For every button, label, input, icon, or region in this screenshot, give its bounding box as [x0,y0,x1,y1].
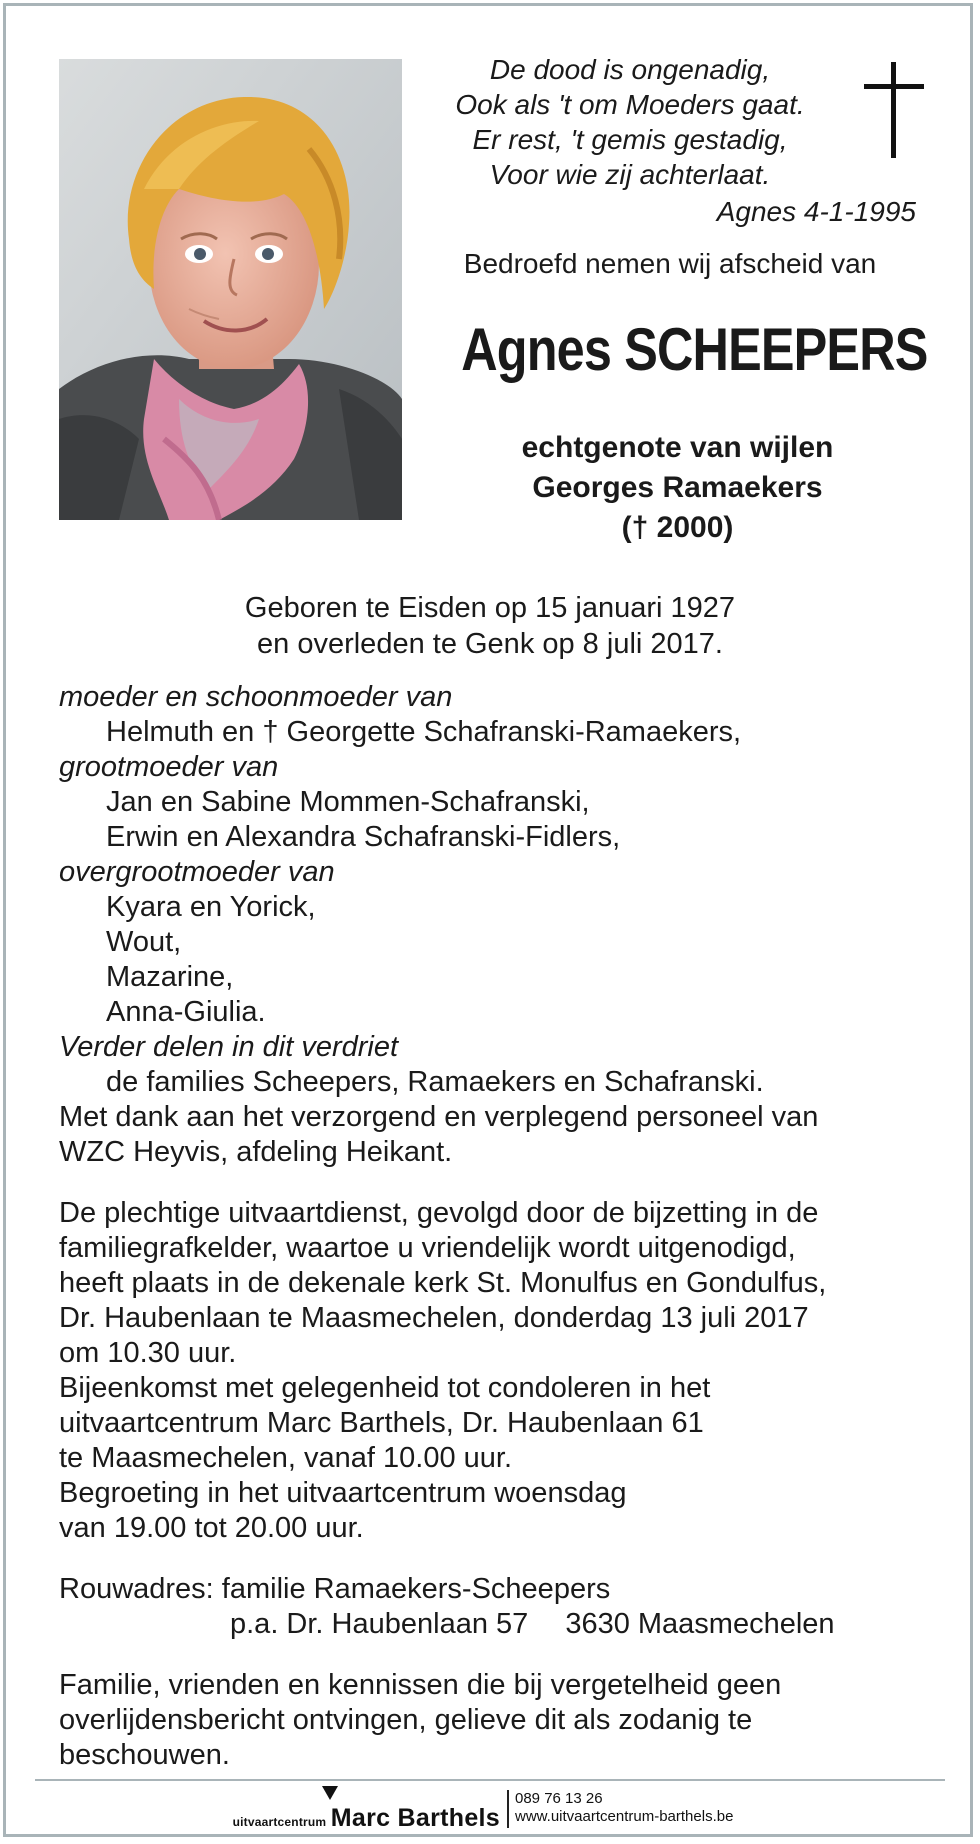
contact-info [515,1790,733,1826]
family-heading: overgrootmoeder van [59,856,335,888]
spouse-block [420,428,935,548]
family-heading: moeder en schoonmoeder van [59,681,453,713]
poem-line: Voor wie zij achterlaat. [489,159,771,190]
family-line: Jan en Sabine Mommen-Schafranski, [106,786,590,818]
service-line: uitvaartcentrum Marc Barthels, Dr. Haubenlaan 61 [59,1407,704,1439]
poem-line: De dood is ongenadig, [489,54,771,85]
footer-separator [507,1790,509,1828]
family-line: Mazarine, [106,961,234,993]
intro-text: Bedroefd nemen wij afscheid van [463,248,877,279]
notice-line: Familie, vrienden en kennissen die bij vergetelheid geen [59,1669,782,1701]
family-heading: Verder delen in dit verdriet [59,1031,399,1063]
phone-number: 089 76 13 26 [515,1790,603,1807]
birth-line: Geboren te Eisden op 15 januari 1927 [244,592,736,624]
service-line: Bijeenkomst met gelegenheid tot condoleren in het [59,1372,711,1404]
service-line: om 10.30 uur. [59,1337,237,1369]
service-line: te Maasmechelen, vanaf 10.00 uur. [59,1442,513,1474]
service-line: heeft plaats in de dekenale kerk St. Monulfus en Gondulfus, [59,1267,827,1299]
thanks-line: Met dank aan het verzorgend en verplegend personeel van [59,1101,819,1133]
family-line: Anna-Giulia. [106,996,266,1028]
logo-small-text: uitvaartcentrum [232,1815,327,1829]
family-line: Kyara en Yorick, [106,891,316,923]
service-line: van 19.00 tot 20.00 uur. [59,1512,364,1544]
logo-big-text: Marc Barthels [330,1804,500,1832]
family-line: Helmuth en † Georgette Schafranski-Ramaekers, [106,716,742,748]
mourning-address: Rouwadres: familie Ramaekers-Scheepers [59,1573,611,1605]
deceased-name: Agnes SCHEEPERS [461,316,928,383]
portrait-photo [59,59,402,520]
spouse-name: Georges Ramaekers [532,471,823,504]
service-line: familiegrafkelder, waartoe u vriendelijk wordt uitgenodigd, [59,1232,796,1264]
website-link[interactable]: www.uitvaartcentrum-barthels.be [515,1808,734,1825]
family-heading: grootmoeder van [59,751,279,783]
poem [420,52,840,192]
family-line: Erwin en Alexandra Schafranski-Fidlers, [106,821,621,853]
notice-line: overlijdensbericht ontvingen, gelieve dit als zodanig te [59,1704,753,1736]
footer-divider [35,1779,945,1781]
spouse-line: echtgenote van wijlen [521,431,834,464]
mourning-address-street: p.a. Dr. Haubenlaan 57 3630 Maasmechelen [230,1608,835,1640]
death-line: en overleden te Genk op 8 juli 2017. [257,628,723,660]
notice-line: beschouwen. [59,1739,230,1771]
poem-signature: Agnes 4-1-1995 [716,196,916,227]
service-line: Begroeting in het uitvaartcentrum woensdag [59,1477,627,1509]
family-line: de families Scheepers, Ramaekers en Schafranski. [106,1066,764,1098]
poem-line: Er rest, 't gemis gestadig, [472,124,788,155]
thanks-line: WZC Heyvis, afdeling Heikant. [59,1136,453,1168]
announcement-body [59,680,939,1773]
poem-line: Ook als 't om Moeders gaat. [455,89,805,120]
service-line: Dr. Haubenlaan te Maasmechelen, donderdag 13 juli 2017 [59,1302,809,1334]
service-line: De plechtige uitvaartdienst, gevolgd door de bijzetting in de [59,1197,819,1229]
logo-triangle-icon [322,1786,338,1800]
spouse-death-year: († 2000) [621,511,734,544]
footer [0,1786,980,1836]
cross-icon [864,62,924,162]
funeral-home-logo [233,1804,500,1833]
birth-death-block [120,590,860,662]
family-line: Wout, [106,926,182,958]
